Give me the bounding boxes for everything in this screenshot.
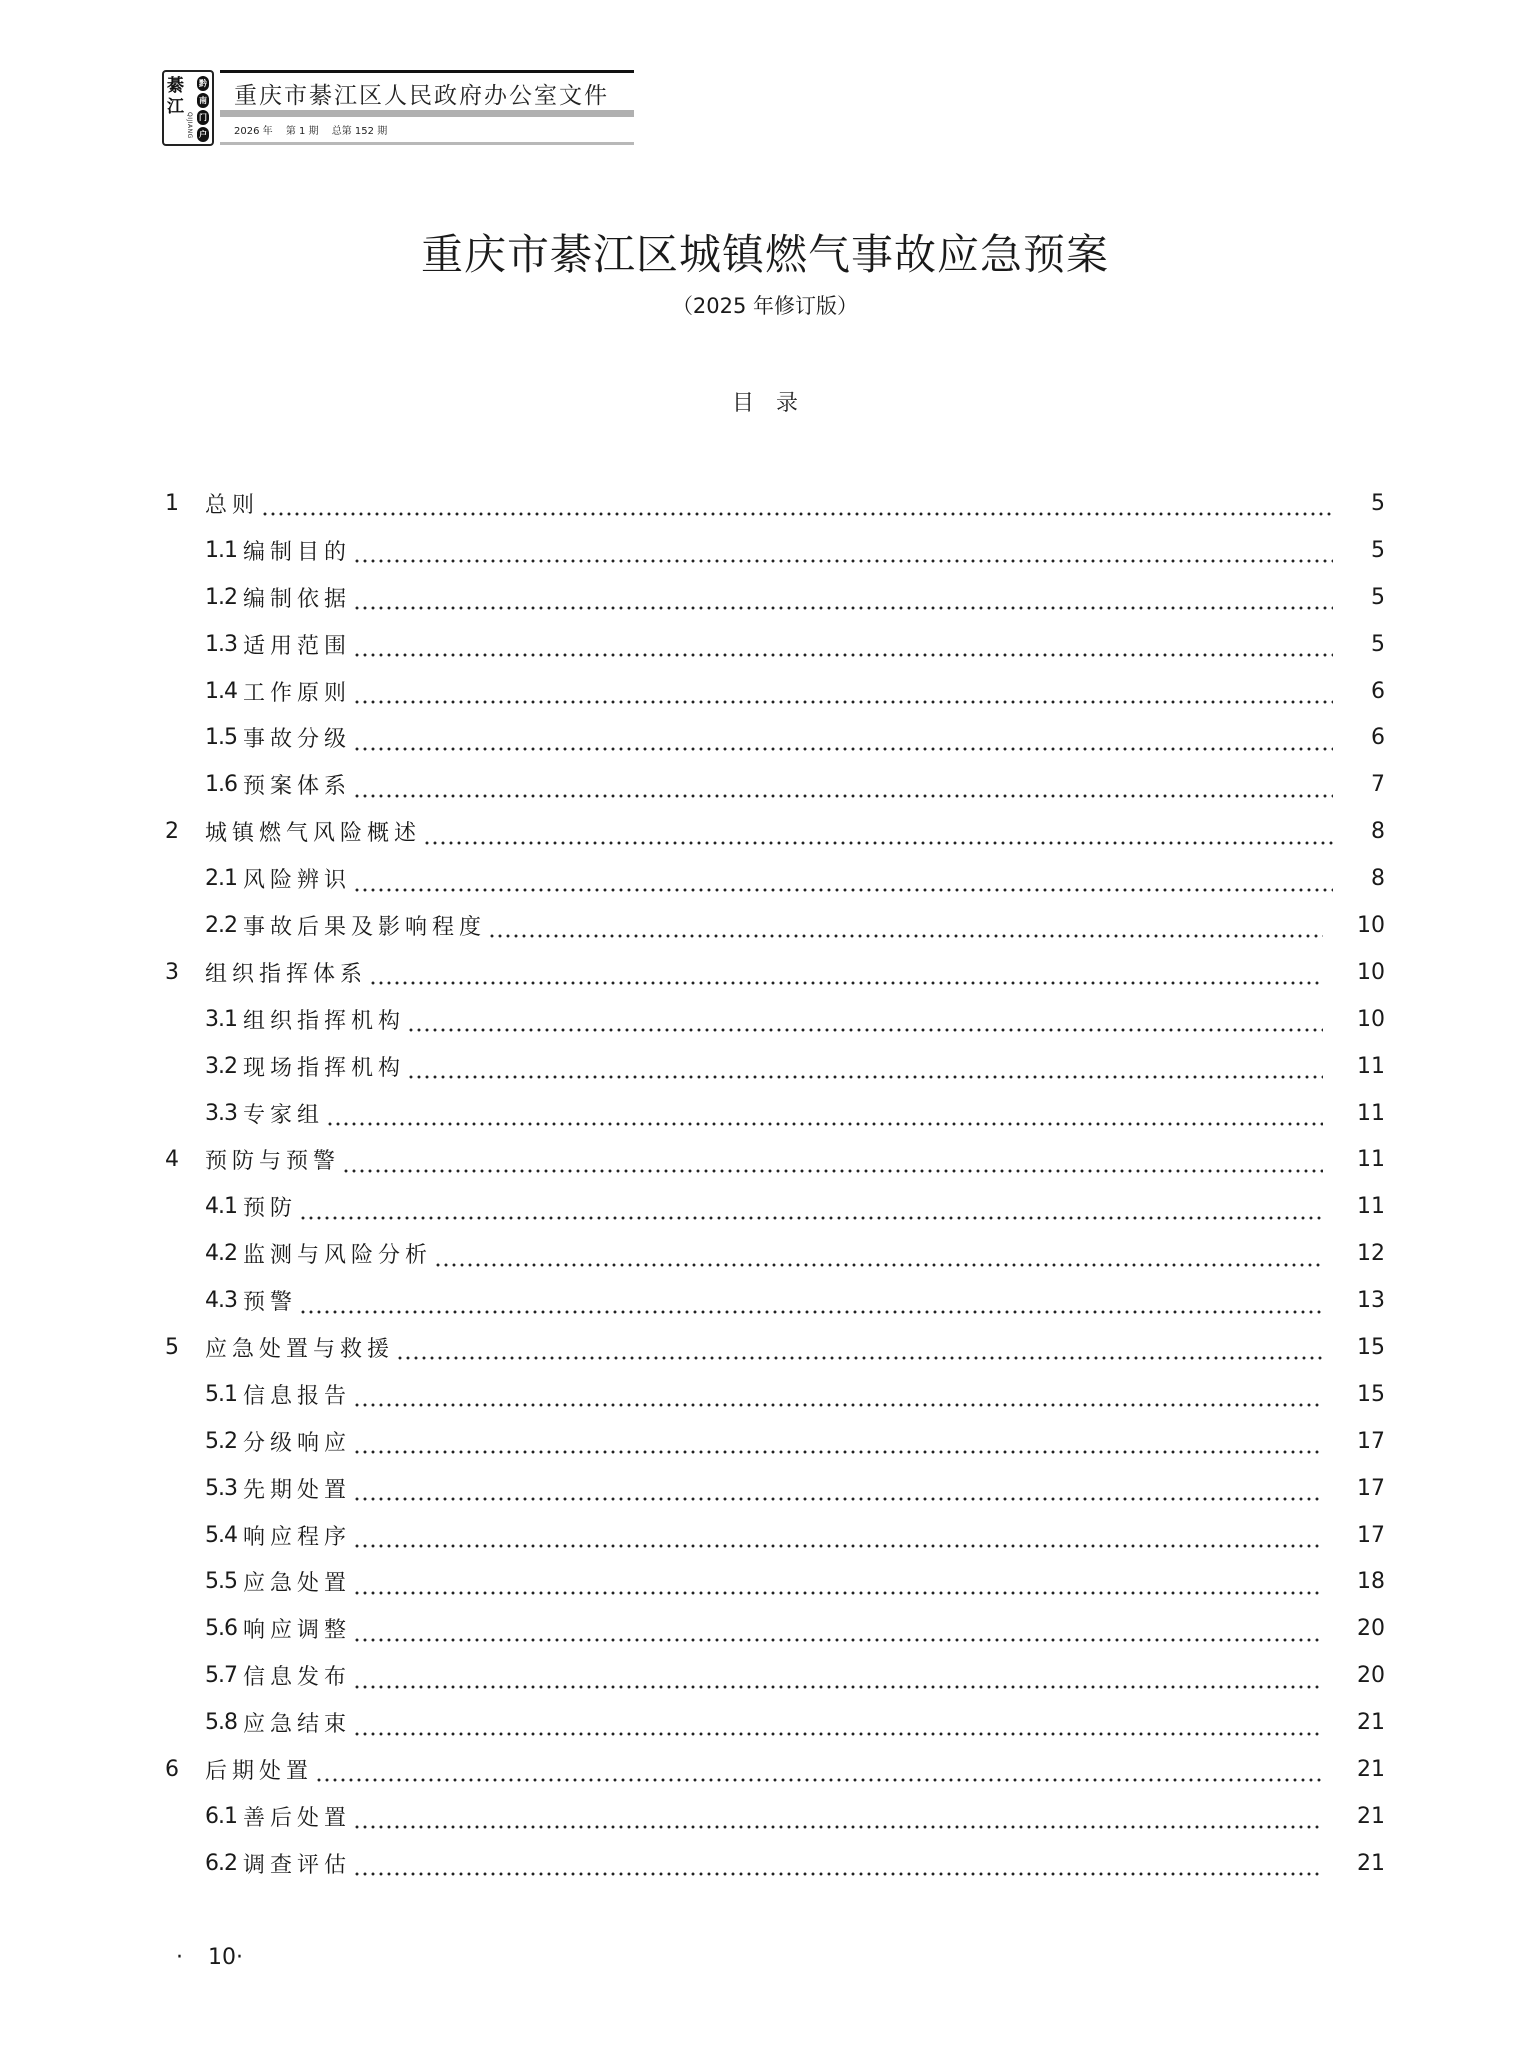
toc-entry[interactable]: [165, 574, 1385, 621]
toc-entry-page: 6: [1371, 725, 1385, 751]
toc-dot-leader: [353, 1573, 1323, 1595]
toc-entry[interactable]: [165, 1090, 1385, 1137]
toc-entry-page: 7: [1371, 772, 1385, 798]
toc-entry-number: 4.3: [205, 1288, 237, 1314]
toc-entry-label: 事故后果及影响程度: [243, 914, 487, 940]
toc-entry-number: 3.1: [205, 1006, 237, 1032]
toc-dot-leader: [299, 1198, 1323, 1220]
toc-dot-leader: [353, 1526, 1323, 1548]
toc-entry[interactable]: [165, 1418, 1385, 1465]
toc-entry-label: 现场指挥机构: [243, 1055, 406, 1081]
toc-entry-page: 15: [1357, 1381, 1385, 1407]
toc-entry-number: 5.2: [205, 1428, 237, 1454]
toc-entry-page: 11: [1357, 1100, 1385, 1126]
toc-entry-label: 预防与预警: [205, 1149, 341, 1175]
toc-dot-leader: [353, 1432, 1323, 1454]
toc-entry-page: 20: [1357, 1616, 1385, 1642]
issue-year: 2026 年: [234, 126, 273, 137]
toc-dot-leader: [434, 1245, 1323, 1267]
toc-entry-page: 5: [1371, 631, 1385, 657]
toc-entry-number: 2: [165, 819, 179, 845]
toc-entry-label: 监测与风险分析: [243, 1243, 433, 1269]
toc-dot-leader: [353, 635, 1333, 657]
toc-entry-label: 总则: [205, 492, 260, 518]
toc-entry[interactable]: [165, 1512, 1385, 1559]
masthead-title: 重庆市綦江区人民政府办公室文件: [234, 83, 609, 109]
toc-entry-label: 信息报告: [243, 1383, 352, 1409]
toc-dot-leader: [369, 963, 1323, 985]
masthead-top-rule: [220, 70, 634, 73]
logo-badge: 南: [197, 93, 209, 108]
toc-entry[interactable]: [165, 480, 1385, 527]
toc-dot-leader: [353, 1714, 1323, 1736]
toc-entry-number: 6.2: [205, 1850, 237, 1876]
toc-entry-number: 3.3: [205, 1100, 237, 1126]
masthead-bottom-rule: [220, 142, 634, 145]
toc-entry-label: 组织指挥体系: [205, 961, 368, 987]
toc-entry-page: 6: [1371, 678, 1385, 704]
toc-entry[interactable]: [165, 902, 1385, 949]
toc-entry-page: 21: [1357, 1850, 1385, 1876]
toc-entry[interactable]: [165, 808, 1385, 855]
toc-entry-page: 11: [1357, 1147, 1385, 1173]
toc-entry[interactable]: [165, 1746, 1385, 1793]
toc-entry-number: 1.2: [205, 584, 237, 610]
toc-entry-number: 6: [165, 1756, 179, 1782]
toc-entry-page: 11: [1357, 1053, 1385, 1079]
toc-dot-leader: [353, 1807, 1323, 1829]
toc-entry[interactable]: [165, 1230, 1385, 1277]
toc-entry-number: 2.2: [205, 912, 237, 938]
issue-total: 总第 152 期: [331, 126, 388, 137]
toc-entry-page: 10: [1357, 912, 1385, 938]
toc-entry-label: 组织指挥机构: [243, 1008, 406, 1034]
toc-entry-label: 预警: [243, 1290, 298, 1316]
toc-heading: 目录: [731, 391, 820, 416]
toc-entry-label: 风险辨识: [243, 868, 352, 894]
toc-entry-page: 21: [1357, 1710, 1385, 1736]
toc-entry-number: 1.4: [205, 678, 237, 704]
footer-page-number: 10·: [208, 1945, 243, 1970]
masthead: [162, 68, 634, 146]
toc-entry[interactable]: [165, 996, 1385, 1043]
toc-entry-number: 5.8: [205, 1710, 237, 1736]
toc-entry[interactable]: [165, 1699, 1385, 1746]
toc-dot-leader: [353, 541, 1333, 563]
toc-entry[interactable]: [165, 527, 1385, 574]
toc-entry-page: 17: [1357, 1522, 1385, 1548]
issue-number: 第 1 期: [285, 126, 319, 137]
logo-latin-text: QIJIANG: [186, 112, 193, 139]
toc-entry-page: 5: [1371, 537, 1385, 563]
toc-entry[interactable]: [165, 1605, 1385, 1652]
toc-entry-page: 17: [1357, 1475, 1385, 1501]
toc-dot-leader: [353, 776, 1333, 798]
toc-dot-leader: [353, 729, 1333, 751]
toc-entry-label: 响应调整: [243, 1618, 352, 1644]
toc-entry-page: 8: [1371, 866, 1385, 892]
toc-dot-leader: [353, 1854, 1323, 1876]
logo-badge: 黔: [197, 76, 209, 91]
toc-entry-number: 4: [165, 1147, 179, 1173]
table-of-contents: [165, 480, 1385, 1887]
toc-dot-leader: [299, 1292, 1323, 1314]
toc-entry-page: 11: [1357, 1194, 1385, 1220]
toc-dot-leader: [353, 1620, 1323, 1642]
toc-entry-label: 预防: [243, 1196, 298, 1222]
toc-entry-page: 21: [1357, 1803, 1385, 1829]
toc-entry-label: 应急处置: [243, 1571, 352, 1597]
toc-entry-number: 2.1: [205, 866, 237, 892]
toc-dot-leader: [353, 1479, 1323, 1501]
toc-entry-label: 事故分级: [243, 727, 352, 753]
toc-entry-page: 10: [1357, 959, 1385, 985]
qijiang-logo: [162, 70, 214, 146]
toc-dot-leader: [353, 682, 1333, 704]
toc-entry-label: 应急处置与救援: [205, 1336, 395, 1362]
toc-entry-number: 5.6: [205, 1616, 237, 1642]
toc-entry-page: 5: [1371, 490, 1385, 516]
toc-entry[interactable]: [165, 1371, 1385, 1418]
toc-entry-page: 21: [1357, 1756, 1385, 1782]
toc-entry-page: 17: [1357, 1428, 1385, 1454]
toc-entry[interactable]: [165, 714, 1385, 761]
toc-entry-number: 3.2: [205, 1053, 237, 1079]
toc-dot-leader: [261, 494, 1333, 516]
toc-entry[interactable]: [165, 1558, 1385, 1605]
toc-dot-leader: [353, 1667, 1323, 1689]
toc-entry-page: 5: [1371, 584, 1385, 610]
toc-entry[interactable]: [165, 1652, 1385, 1699]
toc-dot-leader: [488, 916, 1323, 938]
toc-entry[interactable]: [165, 668, 1385, 715]
toc-entry[interactable]: [165, 1793, 1385, 1840]
toc-entry-label: 编制依据: [243, 586, 352, 612]
toc-entry-number: 5.3: [205, 1475, 237, 1501]
toc-entry-label: 后期处置: [205, 1758, 314, 1784]
toc-entry-number: 5: [165, 1334, 179, 1360]
toc-dot-leader: [353, 1385, 1323, 1407]
toc-entry[interactable]: [165, 1277, 1385, 1324]
toc-entry-number: 6.1: [205, 1803, 237, 1829]
toc-entry-page: 13: [1357, 1288, 1385, 1314]
toc-entry-number: 5.1: [205, 1381, 237, 1407]
toc-entry-number: 5.4: [205, 1522, 237, 1548]
toc-entry-label: 先期处置: [243, 1477, 352, 1503]
toc-entry-number: 1.6: [205, 772, 237, 798]
toc-entry[interactable]: [165, 855, 1385, 902]
toc-dot-leader: [315, 1760, 1323, 1782]
toc-entry-number: 1.3: [205, 631, 237, 657]
toc-entry-number: 4.2: [205, 1241, 237, 1267]
page-footer: [176, 1945, 243, 1970]
toc-entry-number: 4.1: [205, 1194, 237, 1220]
logo-badges: [197, 76, 209, 144]
logo-badge: 户: [197, 127, 209, 142]
toc-entry[interactable]: [165, 1840, 1385, 1887]
toc-entry[interactable]: [165, 1136, 1385, 1183]
masthead-issue-line: [234, 122, 397, 137]
toc-entry-label: 预案体系: [243, 774, 352, 800]
document-subtitle: （2025 年修订版）: [671, 294, 859, 318]
toc-entry-label: 善后处置: [243, 1805, 352, 1831]
toc-entry-label: 应急结束: [243, 1712, 352, 1738]
toc-dot-leader: [407, 1010, 1323, 1032]
masthead-grey-band: [220, 110, 634, 117]
toc-entry-label: 工作原则: [243, 680, 352, 706]
toc-entry-number: 1: [165, 490, 179, 516]
toc-dot-leader: [353, 870, 1333, 892]
toc-dot-leader: [423, 823, 1333, 845]
toc-entry-page: 15: [1357, 1334, 1385, 1360]
footer-bullet: ·: [176, 1945, 183, 1970]
toc-entry-label: 信息发布: [243, 1665, 352, 1691]
toc-entry[interactable]: [165, 1043, 1385, 1090]
toc-dot-leader: [396, 1338, 1323, 1360]
toc-entry-label: 专家组: [243, 1102, 325, 1128]
toc-entry-page: 10: [1357, 1006, 1385, 1032]
toc-entry-number: 3: [165, 959, 179, 985]
toc-entry[interactable]: [165, 1465, 1385, 1512]
toc-dot-leader: [326, 1104, 1323, 1126]
toc-entry[interactable]: [165, 761, 1385, 808]
toc-entry-number: 5.7: [205, 1663, 237, 1689]
toc-entry-label: 响应程序: [243, 1524, 352, 1550]
toc-entry-page: 12: [1357, 1241, 1385, 1267]
toc-dot-leader: [407, 1057, 1323, 1079]
toc-dot-leader: [342, 1151, 1323, 1173]
logo-main-text: 綦江: [167, 76, 184, 117]
toc-entry[interactable]: [165, 1324, 1385, 1371]
toc-dot-leader: [353, 588, 1333, 610]
toc-entry-page: 20: [1357, 1663, 1385, 1689]
toc-entry-number: 1.1: [205, 537, 237, 563]
toc-entry-label: 分级响应: [243, 1430, 352, 1456]
toc-entry[interactable]: [165, 1183, 1385, 1230]
toc-entry-label: 调查评估: [243, 1852, 352, 1878]
document-title: 重庆市綦江区城镇燃气事故应急预案: [420, 230, 1109, 279]
toc-entry[interactable]: [165, 621, 1385, 668]
toc-entry-label: 适用范围: [243, 633, 352, 659]
toc-entry-number: 5.5: [205, 1569, 237, 1595]
toc-entry-number: 1.5: [205, 725, 237, 751]
logo-badge: 门: [197, 110, 209, 125]
toc-entry[interactable]: [165, 949, 1385, 996]
toc-entry-label: 编制目的: [243, 539, 352, 565]
toc-entry-page: 8: [1371, 819, 1385, 845]
toc-entry-page: 18: [1357, 1569, 1385, 1595]
toc-entry-label: 城镇燃气风险概述: [205, 821, 422, 847]
